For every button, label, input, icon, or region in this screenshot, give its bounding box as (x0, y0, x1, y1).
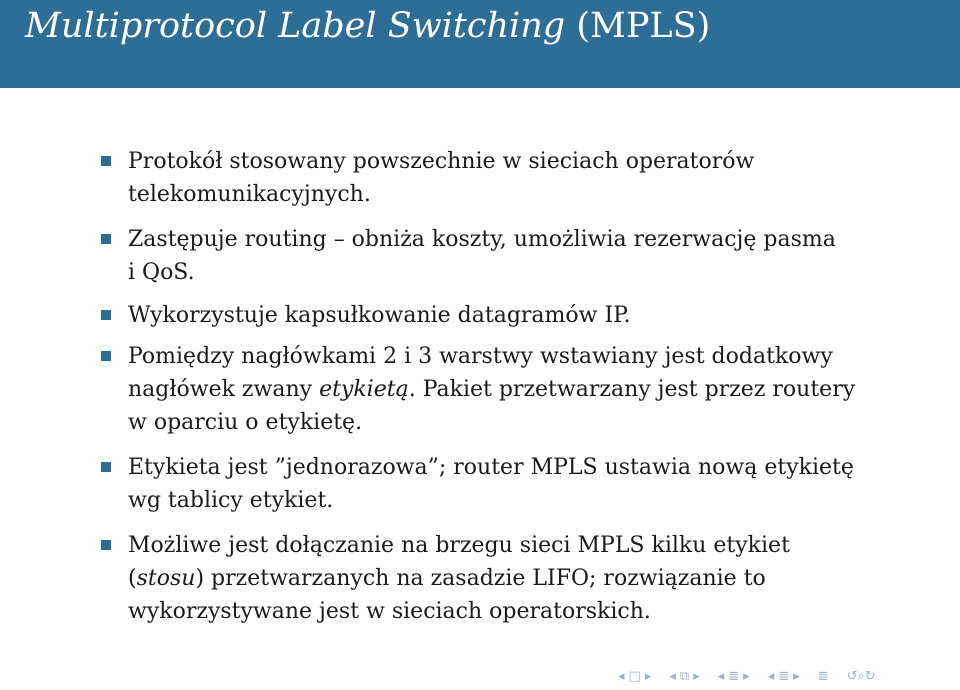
subsection-prev-icon[interactable]: ◂ (767, 668, 775, 684)
bullet-emphasis: stosu (136, 566, 196, 591)
bullet-line (128, 178, 371, 212)
bullet-text: Zastępuje routing – obniża koszty, umożliwia rezerwację pasma (128, 227, 836, 252)
bullet-text: Pomiędzy nagłówkami 2 i 3 warstwy wstawiany jest dodatkowy (128, 344, 833, 369)
bullet-text: Protokół stosowany powszechnie w sieciach operatorów (128, 149, 755, 174)
bullet-line (128, 529, 790, 563)
bullet-line (128, 145, 754, 179)
section-prev-icon[interactable]: ◂ (717, 668, 725, 684)
align-icon[interactable]: ≣ (817, 668, 829, 684)
subframe-icon[interactable]: ⧉ (679, 668, 690, 684)
bullet-line (128, 406, 362, 440)
bullet-text: Etykieta jest ”jednorazowa”; router MPLS ustawia nową etykietę (128, 455, 854, 480)
bullet-line (128, 256, 195, 290)
subsection-icon[interactable]: ≣ (778, 668, 790, 684)
bullet-text: Wykorzystuje kapsułkowanie datagramów IP. (128, 303, 631, 328)
bullet-square-icon (101, 310, 111, 320)
title-bar (0, 0, 960, 88)
bullet-line (128, 223, 836, 257)
bullet-line (128, 340, 833, 374)
bullet-square-icon (101, 156, 111, 166)
bullet-emphasis: etykietą (319, 377, 409, 402)
bullet-line (128, 562, 766, 596)
bullet-line (128, 373, 855, 407)
frame-prev-icon[interactable]: ◂ (618, 668, 625, 684)
frame-next-icon[interactable]: ▸ (644, 668, 652, 684)
section-next-icon[interactable]: ▸ (743, 668, 750, 684)
bullet-square-icon (101, 462, 111, 472)
bullet-text: wg tablicy etykiet. (128, 488, 334, 513)
bullet-text: i QoS. (128, 260, 195, 285)
bullet-line (128, 299, 631, 333)
bullet-text: w oparciu o etykietę. (128, 410, 363, 435)
bullet-line (128, 484, 333, 518)
bullet-line (128, 451, 854, 485)
bullet-text: nagłówek zwany (128, 377, 320, 402)
bullet-text: telekomunikacyjnych. (128, 182, 371, 207)
frame-icon[interactable]: □ (628, 668, 641, 684)
bullet-text: ) przetwarzanych na zasadzie LIFO; rozwiązanie to (195, 566, 766, 591)
bullet-line (128, 595, 651, 629)
slide-title-rest: (MPLS) (565, 6, 711, 46)
slide-title-italic: Multiprotocol Label Switching (25, 6, 566, 46)
section-icon[interactable]: ≣ (728, 668, 740, 684)
beamer-navigation-bar (618, 666, 958, 686)
search-icon[interactable]: ↺⌕↻ (846, 668, 876, 684)
subframe-prev-icon[interactable]: ◂ (669, 668, 676, 684)
bullet-text: . Pakiet przetwarzany jest przez routery (408, 377, 856, 402)
bullet-text: wykorzystywane jest w sieciach operatorskich. (128, 599, 651, 624)
bullet-square-icon (101, 540, 111, 550)
bullet-square-icon (101, 351, 111, 361)
subsection-next-icon[interactable]: ▸ (793, 668, 800, 684)
bullet-text: Możliwe jest dołączanie na brzegu sieci MPLS kilku etykiet (128, 533, 790, 558)
slide-title (25, 6, 710, 46)
subframe-next-icon[interactable]: ▸ (693, 668, 700, 684)
bullet-text: ( (128, 566, 137, 591)
bullet-square-icon (101, 234, 111, 244)
